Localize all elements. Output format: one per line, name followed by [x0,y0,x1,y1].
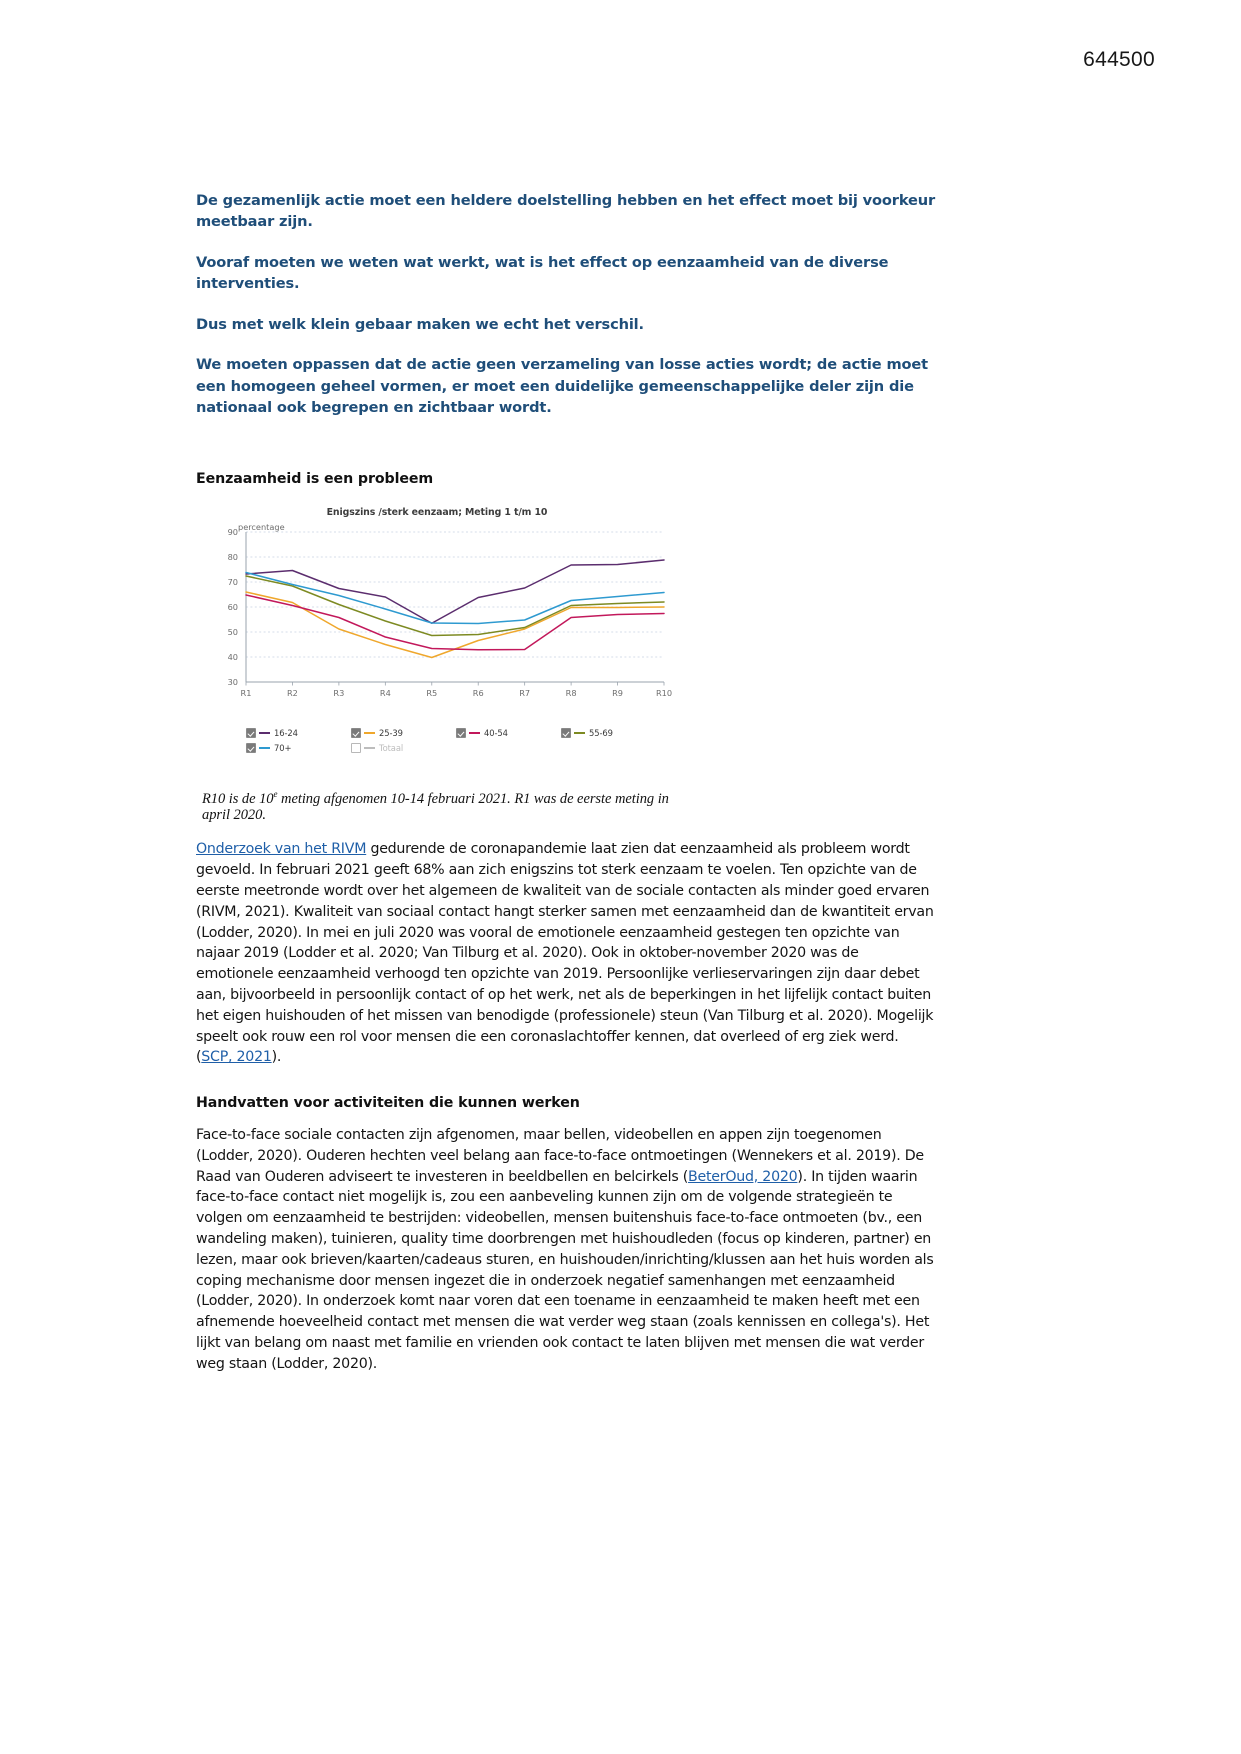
body-paragraph-2-text: Face-to-face sociale contacten zijn afgenomen, maar bellen, videobellen en appen zijn toegenomen (Lodder, 2020). Ouderen hechten veel belang aan face-to-face ontmoetingen (Wennekers et al. 2019). De Raad van Ouderen adviseert te investeren in beeldbellen en belcirkels ( [196,1127,924,1185]
legend-item-label: 55-69 [589,728,613,738]
chart-x-tick-label: R1 [240,687,252,698]
checkbox-checked-icon[interactable] [246,728,256,738]
page-number: 644500 [1083,48,1155,71]
chart-y-axis-unit-label: percentage [238,521,285,532]
legend-item[interactable] [351,741,456,756]
heading-eenzaamheid-is-een-probleem: Eenzaamheid is een probleem [196,470,434,487]
legend-item[interactable] [351,726,456,741]
chart-series-line [246,560,664,623]
chart-x-tick-label: R5 [426,687,438,698]
chart-container [202,504,672,769]
body-paragraph-1-text: gedurende de coronapandemie laat zien dat eenzaamheid als probleem wordt gevoeld. In februari 2021 geeft 68% aan zich enigszins tot sterk eenzaam te voelen. Ten opzichte van de eerste meetronde wordt over het algemeen de kwaliteit van de sociale contacten als minder goed ervaren (RIVM, 2021). Kwaliteit van sociaal contact hangt sterker samen met eenzaamheid dan de kwantiteit ervan (Lodder, 2020). In mei en juli 2020 was vooral de emotionele eenzaamheid gestegen ten opzichte van najaar 2019 (Lodder et al. 2020; Van Tilburg et al. 2020). Ook in oktober-november 2020 was de emotionele eenzaamheid verhoogd ten opzichte van 2019. Persoonlijke verlieservaringen zijn daar debet aan, bijvoorbeeld in persoonlijk contact of op het werk, net als de beperkingen in het lijfelijk contact buiten het eigen huishouden of het missen van benodigde (professionele) steun (Van Tilburg et al. 2020). Mogelijk speelt ook rouw een rol voor mensen die een coronaslachtoffer kennen, dat overleed of erg ziek werd. ( [196,841,934,1066]
chart-y-tick-label: 80 [227,551,238,562]
caption-part-2: meting afgenomen 10-14 februari 2021. R1 was de eerste meting in april 2020. [202,790,669,824]
legend-color-swatch [469,732,480,734]
chart-legend [246,726,666,756]
checkbox-checked-icon[interactable] [561,728,571,738]
chart-series-line [246,576,664,636]
legend-color-swatch [364,747,375,749]
legend-color-swatch [259,732,270,734]
chart-x-tick-label: R9 [612,687,624,698]
intro-paragraph-3: Dus met welk klein gebaar maken we echt het verschil. [196,315,644,333]
chart-series-line [246,592,664,658]
caption-part-1: R10 is de 10 [202,790,274,807]
caption-superscript: e [273,788,278,799]
chart-y-tick-label: 60 [227,601,238,612]
heading-handvatten-voor-activiteiten: Handvatten voor activiteiten die kunnen werken [196,1095,580,1112]
checkbox-checked-icon[interactable] [351,728,361,738]
legend-color-swatch [364,732,375,734]
link-scp-2021[interactable]: SCP, 2021 [201,1049,272,1066]
chart-y-tick-label: 90 [227,526,238,537]
document-content [196,190,936,1389]
chart-series-line [246,595,664,650]
body-paragraph-1-tail: ). [271,1049,282,1066]
legend-item-label: 25-39 [379,728,403,738]
chart-x-tick-label: R4 [379,687,391,698]
intro-paragraph-2: Vooraf moeten we weten wat werkt, wat is het effect op eenzaamheid van de diverse interventies. [196,253,889,293]
chart-x-tick-label: R10 [655,687,672,698]
figure-caption [202,789,672,825]
legend-item-label: 70+ [274,743,292,753]
intro-paragraph-4: We moeten oppassen dat de actie geen verzameling van losse acties wordt; de actie moet een homogeen geheel vormen, er moet een duidelijke gemeenschappelijke deler zijn die nationaal ook begrepen en zichtbaar wordt. [196,356,928,417]
checkbox-checked-icon[interactable] [246,743,256,753]
chart-x-tick-label: R6 [472,687,484,698]
checkbox-unchecked-icon[interactable] [351,743,361,753]
chart-title: Enigszins /sterk eenzaam; Meting 1 t/m 10 [326,506,548,518]
chart-plot-svg [202,504,672,724]
legend-item[interactable] [456,726,561,741]
legend-color-swatch [259,747,270,749]
link-onderzoek-rivm[interactable]: Onderzoek van het RIVM [196,841,367,858]
chart-x-tick-label: R3 [333,687,345,698]
chart-y-tick-label: 50 [227,626,238,637]
chart-y-tick-label: 30 [227,676,238,687]
intro-paragraph-1: De gezamenlijk actie moet een heldere doelstelling hebben en het effect moet bij voorkeur meetbaar zijn. [196,192,936,231]
link-beteroud-2020[interactable]: BeterOud, 2020 [688,1168,798,1185]
body-paragraph-1 [196,839,936,1068]
checkbox-checked-icon[interactable] [456,728,466,738]
legend-item-label: 16-24 [274,728,298,738]
legend-item-label: Totaal [379,743,404,753]
figure-eenzaamheid-chart [202,504,672,825]
legend-item-label: 40-54 [484,728,508,738]
chart-x-tick-label: R8 [565,687,577,698]
body-paragraph-2 [196,1125,936,1375]
chart-x-tick-label: R7 [519,687,531,698]
legend-color-swatch [574,732,585,734]
chart-y-tick-label: 40 [227,651,238,662]
chart-x-tick-label: R2 [286,687,298,698]
body-paragraph-2-tail: ). In tijden waarin face-to-face contact niet mogelijk is, zou een aanbeveling kunnen zijn om de volgende strategieën te volgen om eenzaamheid te bestrijden: videobellen, mensen buitenshuis face-to-face ontmoeten (bv., een wandeling maken), tuinieren, quality time doorbrengen met huishoudleden (focus op kinderen, partner) en lezen, maar ook brieven/kaarten/cadeaus sturen, en huishouden/inrichting/klussen aan het huis worden als coping mechanisme door mensen ingezet die in onderzoek negatief samenhangen met eenzaamheid (Lodder, 2020). In onderzoek komt naar voren dat een toename in eenzaamheid te maken heeft met een afnemende hoeveelheid contact met mensen die wat verder weg staan (zoals kennissen en collega's). Het lijkt van belang om naast met familie en vrienden ook contact te laten blijven met mensen die wat verder weg staan (Lodder, 2020). [196,1168,934,1372]
legend-item[interactable] [246,741,351,756]
legend-item[interactable] [246,726,351,741]
chart-y-tick-label: 70 [227,576,238,587]
intro-block [196,190,936,419]
legend-item[interactable] [561,726,666,741]
